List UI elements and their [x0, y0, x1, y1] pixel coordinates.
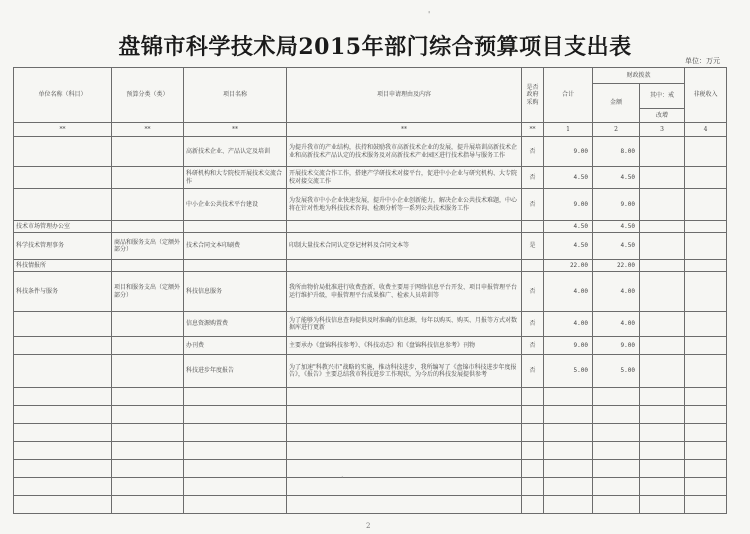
- scan-mark: ·: [341, 473, 344, 482]
- table-row: [14, 272, 727, 312]
- project-name-cell: 信息资源购置费: [184, 312, 287, 337]
- unit-name-cell: [14, 189, 112, 221]
- project-name-cell: 办刊费: [184, 337, 287, 355]
- header-fiscal: 财政拨款: [593, 68, 685, 84]
- total-cell: 4.00: [544, 272, 593, 312]
- table-row: [14, 388, 727, 406]
- unit-name-cell: [14, 406, 112, 424]
- index-cell: **: [14, 123, 112, 137]
- unit-name-cell: 科技情报所: [14, 260, 112, 272]
- fiscal-sub-cell: [640, 189, 685, 221]
- budget-class-cell: [112, 221, 184, 233]
- unit-name-cell: [14, 478, 112, 496]
- basis-cell: 为发展我市中小企业快速发展，提升中小企业创新能力，解决企业公共技术难题，中心将在针对性地为科技技术咨询、检测分析等一系列公共技术服务工作: [287, 189, 522, 221]
- total-cell: 9.00: [544, 189, 593, 221]
- budget-class-cell: 项目和服务支出（定额外部分）: [112, 272, 184, 312]
- fiscal-amount-cell: 9.00: [593, 189, 640, 221]
- fiscal-sub-cell: [640, 221, 685, 233]
- budget-class-cell: [112, 137, 184, 167]
- fiscal-amount-cell: [593, 496, 640, 514]
- fiscal-sub-cell: [640, 137, 685, 167]
- project-name-cell: 中小企业公共技术平台建设: [184, 189, 287, 221]
- nontax-cell: [685, 233, 727, 260]
- project-name-cell: 高新技术企业、产品认定及培训: [184, 137, 287, 167]
- budget-class-cell: [112, 496, 184, 514]
- gov-purchase-cell: 否: [522, 312, 544, 337]
- header-budget-class: 预算分类（类）: [112, 68, 184, 123]
- budget-class-cell: [112, 442, 184, 460]
- unit-name-cell: 技术市场管理办公室: [14, 221, 112, 233]
- gov-purchase-cell: [522, 260, 544, 272]
- basis-cell: [287, 424, 522, 442]
- unit-name-cell: [14, 460, 112, 478]
- total-cell: 4.50: [544, 233, 593, 260]
- fiscal-sub-cell: [640, 337, 685, 355]
- nontax-cell: [685, 221, 727, 233]
- header-gov-purchase: 是否政府采购: [522, 68, 544, 123]
- nontax-cell: [685, 137, 727, 167]
- gov-purchase-cell: [522, 478, 544, 496]
- gov-purchase-cell: 否: [522, 337, 544, 355]
- fiscal-sub-cell: [640, 272, 685, 312]
- basis-cell: [287, 478, 522, 496]
- budget-class-cell: [112, 355, 184, 388]
- fiscal-sub-cell: [640, 442, 685, 460]
- budget-class-cell: [112, 260, 184, 272]
- nontax-cell: [685, 478, 727, 496]
- total-cell: [544, 460, 593, 478]
- nontax-cell: [685, 167, 727, 189]
- fiscal-sub-cell: [640, 312, 685, 337]
- unit-name-cell: [14, 355, 112, 388]
- project-name-cell: [184, 221, 287, 233]
- total-cell: 22.00: [544, 260, 593, 272]
- project-name-cell: [184, 260, 287, 272]
- basis-cell: [287, 221, 522, 233]
- nontax-cell: [685, 442, 727, 460]
- nontax-cell: [685, 312, 727, 337]
- budget-class-cell: [112, 312, 184, 337]
- fiscal-sub-cell: [640, 233, 685, 260]
- total-cell: [544, 388, 593, 406]
- fiscal-amount-cell: 4.00: [593, 272, 640, 312]
- index-cell: **: [112, 123, 184, 137]
- total-cell: [544, 406, 593, 424]
- project-name-cell: [184, 460, 287, 478]
- page-number: 2: [366, 522, 371, 530]
- fiscal-amount-cell: [593, 442, 640, 460]
- basis-cell: [287, 388, 522, 406]
- total-cell: 4.50: [544, 167, 593, 189]
- table-row: [14, 233, 727, 260]
- total-cell: [544, 442, 593, 460]
- gov-purchase-cell: 是: [522, 233, 544, 260]
- project-name-cell: [184, 442, 287, 460]
- gov-purchase-cell: [522, 424, 544, 442]
- basis-cell: [287, 260, 522, 272]
- table-row: [14, 442, 727, 460]
- total-cell: 4.00: [544, 312, 593, 337]
- total-cell: 4.50: [544, 221, 593, 233]
- gov-purchase-cell: 否: [522, 137, 544, 167]
- fiscal-sub-cell: [640, 388, 685, 406]
- unit-name-cell: 科技条件与服务: [14, 272, 112, 312]
- table-row: [14, 189, 727, 221]
- nontax-cell: [685, 424, 727, 442]
- total-cell: [544, 496, 593, 514]
- gov-purchase-cell: 否: [522, 189, 544, 221]
- fiscal-amount-cell: [593, 424, 640, 442]
- header-fiscal-amount: 金额: [593, 84, 640, 123]
- budget-class-cell: 商品和服务支出（定额外部分）: [112, 233, 184, 260]
- unit-name-cell: [14, 442, 112, 460]
- basis-cell: [287, 460, 522, 478]
- unit-name-cell: [14, 312, 112, 337]
- project-name-cell: 科技信息服务: [184, 272, 287, 312]
- header-project-name: 项目名称: [184, 68, 287, 123]
- page-title: 盘锦市科学技术局2015年部门综合预算项目支出表: [118, 34, 632, 60]
- project-name-cell: [184, 388, 287, 406]
- budget-class-cell: [112, 167, 184, 189]
- nontax-cell: [685, 260, 727, 272]
- total-cell: 9.00: [544, 337, 593, 355]
- budget-class-cell: [112, 337, 184, 355]
- table-row: [14, 424, 727, 442]
- basis-cell: [287, 406, 522, 424]
- fiscal-amount-cell: [593, 478, 640, 496]
- project-name-cell: 科技进步年度报告: [184, 355, 287, 388]
- fiscal-amount-cell: [593, 460, 640, 478]
- fiscal-sub-cell: [640, 478, 685, 496]
- unit-name-cell: 科学技术管理事务: [14, 233, 112, 260]
- total-cell: 5.00: [544, 355, 593, 388]
- gov-purchase-cell: [522, 442, 544, 460]
- budget-class-cell: [112, 424, 184, 442]
- gov-purchase-cell: [522, 460, 544, 478]
- header-nontax: 非税收入: [685, 68, 727, 123]
- basis-cell: 为了能够为科技信息查询提供及时准确的信息源，每年以购买、购买、月报等方式对数据库进行更新: [287, 312, 522, 337]
- gov-purchase-cell: [522, 221, 544, 233]
- header-unit-name: 单位名称（科目）: [14, 68, 112, 123]
- scan-mark: ': [428, 10, 431, 19]
- fiscal-amount-cell: 4.50: [593, 233, 640, 260]
- nontax-cell: [685, 272, 727, 312]
- unit-label: 单位：万元: [685, 57, 720, 65]
- table-row: [14, 496, 727, 514]
- gov-purchase-cell: 否: [522, 272, 544, 312]
- index-cell: 4: [685, 123, 727, 137]
- table-row: [14, 478, 727, 496]
- unit-name-cell: [14, 496, 112, 514]
- index-cell: 3: [640, 123, 685, 137]
- fiscal-sub-cell: [640, 260, 685, 272]
- basis-cell: [287, 496, 522, 514]
- budget-class-cell: [112, 478, 184, 496]
- project-name-cell: 科研机构和大专院校开展技术交流合作: [184, 167, 287, 189]
- unit-name-cell: [14, 424, 112, 442]
- table-row: [14, 167, 727, 189]
- table-row: [14, 460, 727, 478]
- project-name-cell: [184, 424, 287, 442]
- header-fiscal-sub: 其中：戒: [640, 84, 685, 109]
- table-row: [14, 337, 727, 355]
- fiscal-sub-cell: [640, 406, 685, 424]
- unit-name-cell: [14, 388, 112, 406]
- gov-purchase-cell: 否: [522, 355, 544, 388]
- project-name-cell: [184, 406, 287, 424]
- index-cell: **: [184, 123, 287, 137]
- project-name-cell: [184, 496, 287, 514]
- budget-class-cell: [112, 388, 184, 406]
- budget-table: [13, 67, 727, 514]
- fiscal-amount-cell: 4.50: [593, 221, 640, 233]
- fiscal-sub-cell: [640, 355, 685, 388]
- nontax-cell: [685, 496, 727, 514]
- index-cell: **: [522, 123, 544, 137]
- fiscal-sub-cell: [640, 167, 685, 189]
- nontax-cell: [685, 460, 727, 478]
- table-row: [14, 137, 727, 167]
- nontax-cell: [685, 189, 727, 221]
- basis-cell: 开展技术交流合作工作，搭建产学研技术对接平台，促进中小企业与研究机构、大专院校对接交流工作: [287, 167, 522, 189]
- budget-class-cell: [112, 189, 184, 221]
- basis-cell: 主要承办《盘锦科技参考》、《科技动态》和《盘锦科技信息参考》刊物: [287, 337, 522, 355]
- basis-cell: 为提升我市的产业结构，扶持和鼓励我市高新技术企业的发展，提升展培训高新技术企业和高新技术产品认定的技术服务及对高新技术产业园区进行技术指导与服务工作: [287, 137, 522, 167]
- fiscal-sub-cell: [640, 460, 685, 478]
- unit-name-cell: [14, 337, 112, 355]
- total-cell: [544, 424, 593, 442]
- gov-purchase-cell: [522, 406, 544, 424]
- table-row: [14, 312, 727, 337]
- basis-cell: 我所由物价局批准进行收费查新，收费主要用于网络信息平台开发、项目申报管理平台运行维护升级，申报管理平台成果推广、检索人员培训等: [287, 272, 522, 312]
- basis-cell: 为了加速"科教兴市"战略的实施，推动科技进步，我所编写了《盘锦市科技进步年度报告》，《报告》主要总结我市科技进步工作现状，为今后的科技发展提供参考: [287, 355, 522, 388]
- basis-cell: [287, 442, 522, 460]
- nontax-cell: [685, 388, 727, 406]
- fiscal-amount-cell: 22.00: [593, 260, 640, 272]
- gov-purchase-cell: [522, 388, 544, 406]
- fiscal-sub-cell: [640, 496, 685, 514]
- nontax-cell: [685, 406, 727, 424]
- index-cell: **: [287, 123, 522, 137]
- header-total: 合计: [544, 68, 593, 123]
- fiscal-amount-cell: 8.00: [593, 137, 640, 167]
- fiscal-amount-cell: 5.00: [593, 355, 640, 388]
- table-row: [14, 221, 727, 233]
- table-row: [14, 355, 727, 388]
- fiscal-sub-cell: [640, 424, 685, 442]
- table-row: [14, 260, 727, 272]
- budget-class-cell: [112, 406, 184, 424]
- fiscal-amount-cell: 4.00: [593, 312, 640, 337]
- total-cell: 9.00: [544, 137, 593, 167]
- total-cell: [544, 478, 593, 496]
- nontax-cell: [685, 337, 727, 355]
- gov-purchase-cell: [522, 496, 544, 514]
- table-row: [14, 406, 727, 424]
- index-cell: 2: [593, 123, 640, 137]
- fiscal-amount-cell: [593, 406, 640, 424]
- header-fiscal-sub2: 改增: [640, 109, 685, 123]
- project-name-cell: 技术合同文本印刷费: [184, 233, 287, 260]
- index-cell: 1: [544, 123, 593, 137]
- unit-name-cell: [14, 137, 112, 167]
- basis-cell: 印制大量技术合同认定登记材料及合同文本等: [287, 233, 522, 260]
- budget-class-cell: [112, 460, 184, 478]
- nontax-cell: [685, 355, 727, 388]
- fiscal-amount-cell: 4.50: [593, 167, 640, 189]
- fiscal-amount-cell: [593, 388, 640, 406]
- project-name-cell: [184, 478, 287, 496]
- header-basis: 项目申请理由及内容: [287, 68, 522, 123]
- gov-purchase-cell: 否: [522, 167, 544, 189]
- fiscal-amount-cell: 9.00: [593, 337, 640, 355]
- unit-name-cell: [14, 167, 112, 189]
